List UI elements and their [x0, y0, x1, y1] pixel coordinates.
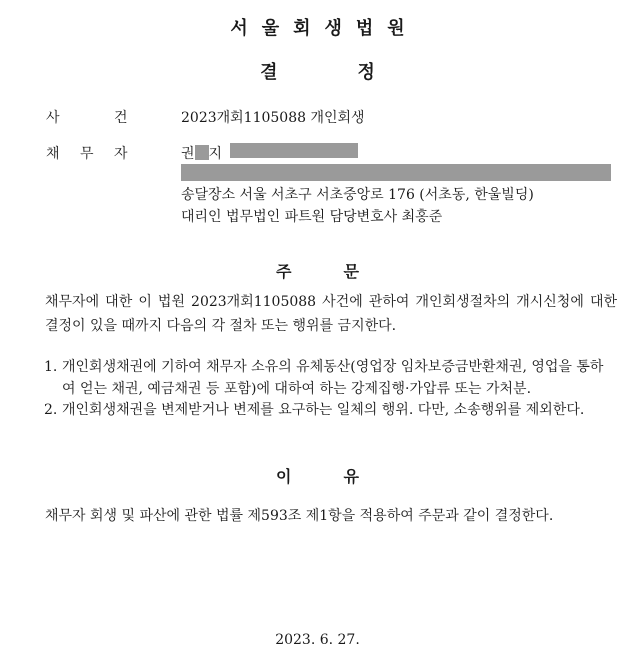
case-label-char: 건 [114, 110, 128, 126]
document-type-title [0, 58, 635, 84]
order-heading-char-2: 문 [343, 262, 359, 281]
order-item-number: 2. [44, 402, 58, 418]
legal-agent: 대리인 법무법인 파트원 담당변호사 최홍준 [181, 209, 443, 225]
reason-heading-char-1: 이 [276, 467, 292, 486]
order-item-text: 개인회생채권에 기하여 채무자 소유의 유체동산(영업장 임차보증금반환채권, 영업을 통하여 얻는 채권, 예금채권 등 포함)에 대하여 하는 강제집행·가압류 또는 가처분. [62, 359, 604, 397]
order-item [44, 399, 616, 421]
order-item [44, 356, 616, 400]
order-item-text: 개인회생채권을 변제받거나 변제를 요구하는 일체의 행위. 다만, 소송행위를 제외한다. [62, 402, 585, 418]
id-redaction [230, 143, 358, 158]
debtor-label [46, 143, 148, 163]
debtor-name-second: 지 [208, 146, 223, 162]
case-label [46, 107, 148, 127]
doc-type-char-2: 정 [357, 62, 375, 83]
reason-text: 채무자 회생 및 파산에 관한 법률 제593조 제1항을 적용하여 주문과 같이 결정한다. [45, 508, 554, 524]
order-intro: 채무자에 대한 이 법원 2023개회1105088 사건에 관하여 개인회생절차의 개시신청에 대한 결정이 있을 때까지 다음의 각 절차 또는 행위를 금지한다. [45, 294, 617, 334]
debtor-label-char: 자 [114, 146, 128, 162]
court-name: 서울회생법원 [230, 18, 419, 39]
service-address: 송달장소 서울 서초구 서초중앙로 176 (서초동, 한울빌딩) [181, 187, 534, 203]
order-item-number: 1. [44, 359, 58, 375]
reason-heading [0, 464, 635, 487]
order-heading-char-1: 주 [276, 262, 292, 281]
name-redaction [195, 145, 209, 160]
debtor-name [181, 143, 222, 163]
doc-type-char-1: 결 [260, 62, 278, 83]
debtor-label-char: 무 [80, 146, 94, 162]
reason-heading-char-2: 유 [343, 467, 359, 486]
debtor-label-char: 채 [46, 146, 60, 162]
order-heading [0, 259, 635, 282]
decision-date: 2023. 6. 27. [275, 632, 360, 648]
address-redaction [181, 164, 611, 181]
debtor-name-first: 권 [181, 146, 195, 162]
case-label-char: 사 [46, 110, 60, 126]
case-number: 2023개회1105088 개인회생 [181, 110, 365, 126]
